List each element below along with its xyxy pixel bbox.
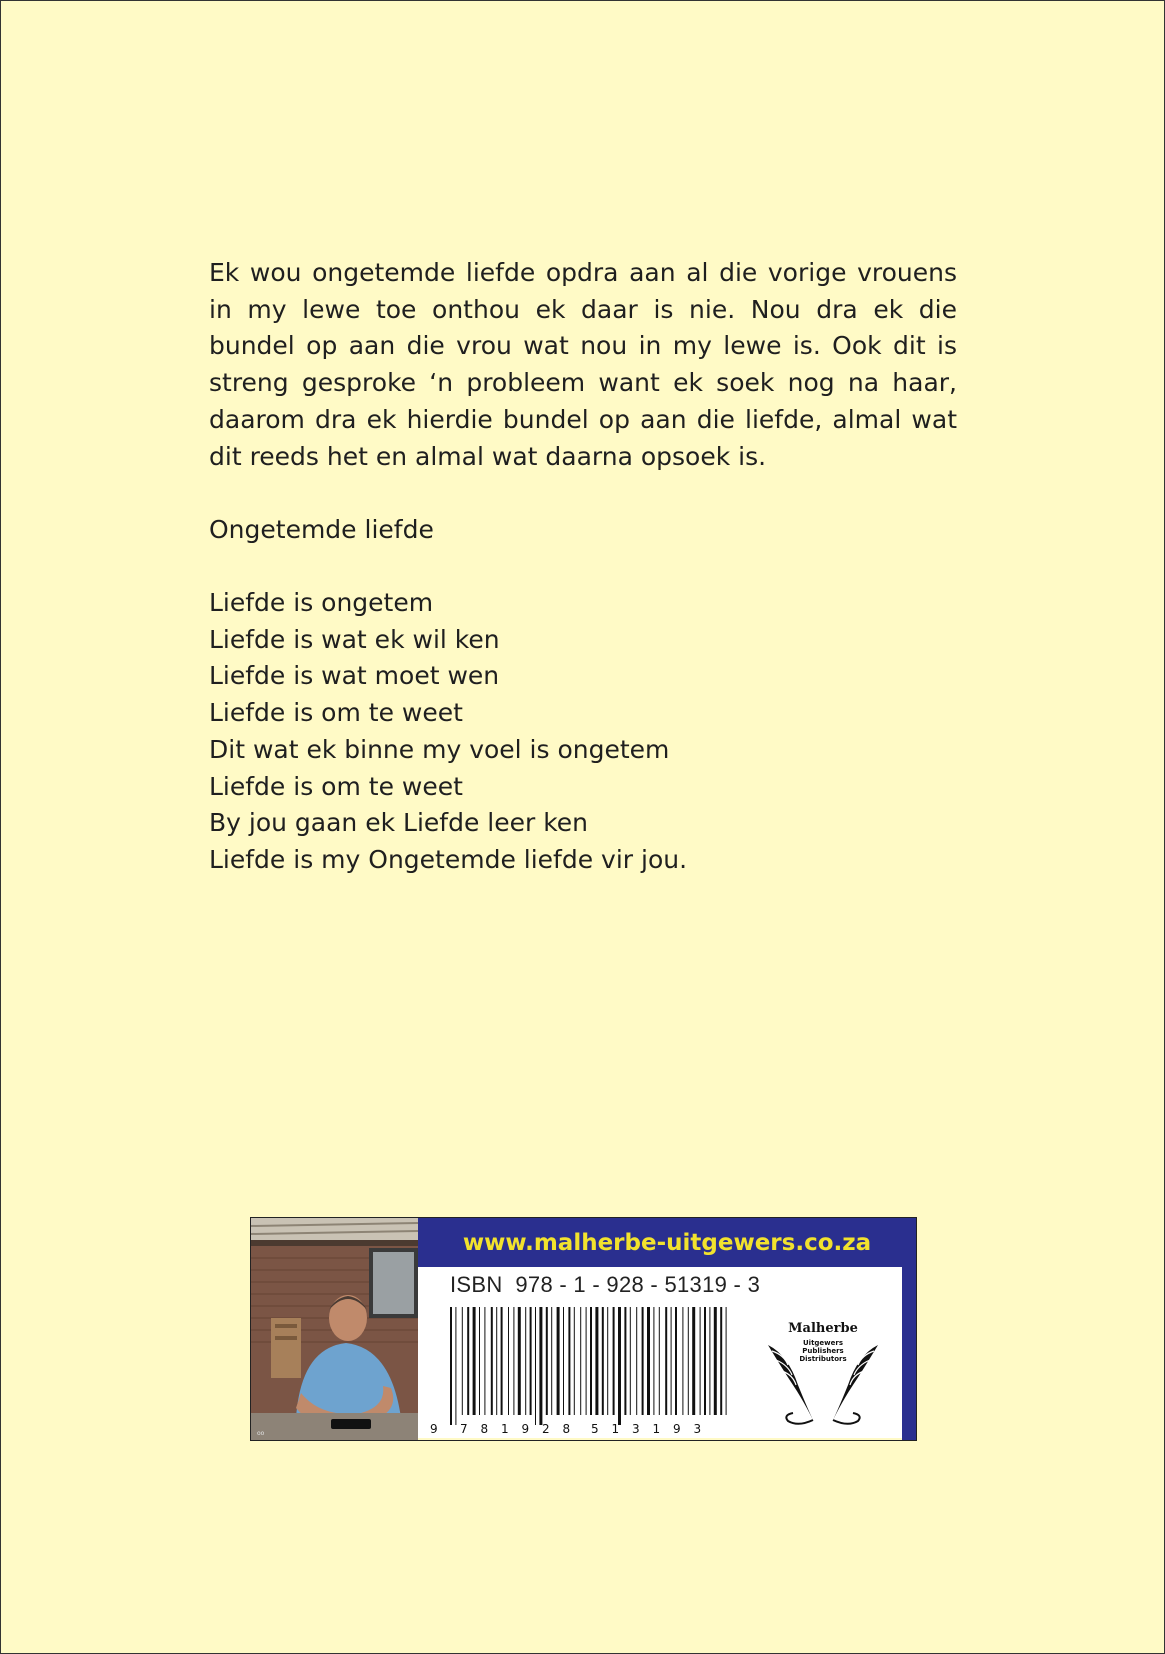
barcode-digit: 1 <box>652 1422 661 1436</box>
barcode-bar <box>508 1307 509 1415</box>
barcode-bar <box>473 1307 476 1415</box>
barcode-bar <box>479 1307 480 1415</box>
publisher-footer <box>250 1217 917 1441</box>
barcode-digit: 7 <box>460 1422 468 1436</box>
barcode-bar <box>692 1307 695 1415</box>
isbn-area <box>418 1267 902 1438</box>
barcode-bar <box>563 1307 564 1415</box>
poem-lines <box>209 585 687 879</box>
barcode-bar <box>546 1307 548 1415</box>
publisher-url-bar <box>418 1218 916 1267</box>
barcode-bar <box>726 1307 727 1415</box>
barcode-bar <box>720 1307 722 1415</box>
barcode-bar <box>665 1307 667 1415</box>
poem-line: Dit wat ek binne my voel is ongetem <box>209 734 670 764</box>
barcode-bar <box>530 1307 532 1415</box>
barcode-bar <box>671 1307 672 1415</box>
barcode-bar <box>675 1307 677 1415</box>
barcode-digit: 3 <box>693 1422 702 1436</box>
barcode-bar <box>630 1307 631 1415</box>
barcode-bar <box>607 1307 608 1415</box>
barcode-bar <box>557 1307 560 1415</box>
barcode-bar <box>714 1307 717 1415</box>
barcode-digit: 8 <box>480 1422 489 1436</box>
poem-line: Liefde is ongetem <box>209 588 434 617</box>
barcode-bar <box>501 1307 503 1415</box>
barcode-bar <box>467 1307 469 1415</box>
barcode-digit: 8 <box>562 1422 571 1436</box>
barcode-bar <box>535 1307 536 1425</box>
barcode-bar <box>647 1307 650 1415</box>
barcode-bar <box>704 1307 706 1415</box>
isbn-label: ISBN 978 - 1 - 928 - 51319 - 3 <box>450 1272 761 1297</box>
barcode-bar <box>636 1307 637 1415</box>
barcode-digit: 3 <box>632 1422 640 1436</box>
barcode-bar <box>455 1307 456 1425</box>
barcode-digit: 9 <box>673 1422 681 1436</box>
publisher-logo-line: Distributors <box>799 1355 847 1363</box>
barcode-bar <box>700 1307 701 1415</box>
barcode-bar <box>586 1307 587 1415</box>
side-strip <box>902 1267 916 1440</box>
barcode-bar <box>624 1307 626 1415</box>
dedication-paragraph: Ek wou ongetemde liefde opdra aan al die vorige vrouens in my lewe toe onthou ek daar is nie. Nou dra ek die bundel op aan die vrou wat nou in my lewe is. Ook dit is streng gesproke ‘n probleem want ek soek nog na haar, daarom dra ek hierdie bundel op aan die liefde, almal wat dit reeds het en almal wat daarna opsoek is. <box>209 258 957 471</box>
barcode-bar <box>688 1307 689 1415</box>
barcode-bar <box>653 1307 654 1415</box>
barcode-digit: 1 <box>501 1422 509 1436</box>
poem-line: Liefde is wat moet wen <box>209 661 500 691</box>
poem-line: Liefde is wat ek wil ken <box>209 624 500 654</box>
barcode-bar <box>491 1307 493 1415</box>
author-photo <box>251 1218 418 1440</box>
barcode-bar <box>709 1307 710 1415</box>
barcode-bar <box>613 1307 615 1415</box>
poem-line: Liefde is my Ongetemde liefde vir jou. <box>209 844 688 874</box>
barcode-bar <box>518 1307 521 1415</box>
publisher-logo-name: Malherbe <box>788 1321 858 1336</box>
barcode-bar <box>513 1307 514 1415</box>
barcode-bar <box>602 1307 604 1415</box>
poem-line: By jou gaan ek Liefde leer ken <box>209 808 589 838</box>
isbn-barcode <box>430 1307 750 1437</box>
barcode-bar <box>551 1307 552 1415</box>
barcode-digit: 1 <box>611 1422 620 1436</box>
barcode-digit: 9 <box>521 1422 530 1436</box>
barcode-bar <box>595 1307 598 1415</box>
svg-text:oo: oo <box>257 1430 265 1437</box>
barcode-bar <box>539 1307 542 1425</box>
barcode-bar <box>496 1307 497 1415</box>
barcode-digit: 2 <box>542 1422 550 1436</box>
barcode-bar <box>659 1307 660 1415</box>
barcode-bar <box>590 1307 592 1415</box>
barcode-digit: 5 <box>591 1422 599 1436</box>
barcode-bar <box>642 1307 644 1415</box>
publisher-logo-line: Publishers <box>802 1347 844 1355</box>
barcode-bar <box>580 1307 581 1415</box>
barcode-bar <box>568 1307 570 1415</box>
poem-line: Liefde is om te weet <box>209 771 463 801</box>
barcode-first-digit: 9 <box>430 1422 438 1436</box>
barcode-bar <box>682 1307 683 1415</box>
publisher-logo-line: Uitgewers <box>802 1339 844 1347</box>
barcode-bar <box>462 1307 463 1415</box>
publisher-url[interactable]: www.malherbe-uitgewers.co.za <box>462 1229 872 1256</box>
barcode-bar <box>450 1307 452 1425</box>
barcode-bar <box>525 1307 526 1415</box>
barcode-bar <box>574 1307 575 1415</box>
publisher-logo <box>758 1315 888 1430</box>
barcode-bar <box>618 1307 621 1425</box>
barcode-bar <box>484 1307 485 1415</box>
poem-title: Ongetemde liefde <box>209 515 434 544</box>
poem-line: Liefde is om te weet <box>209 698 463 728</box>
